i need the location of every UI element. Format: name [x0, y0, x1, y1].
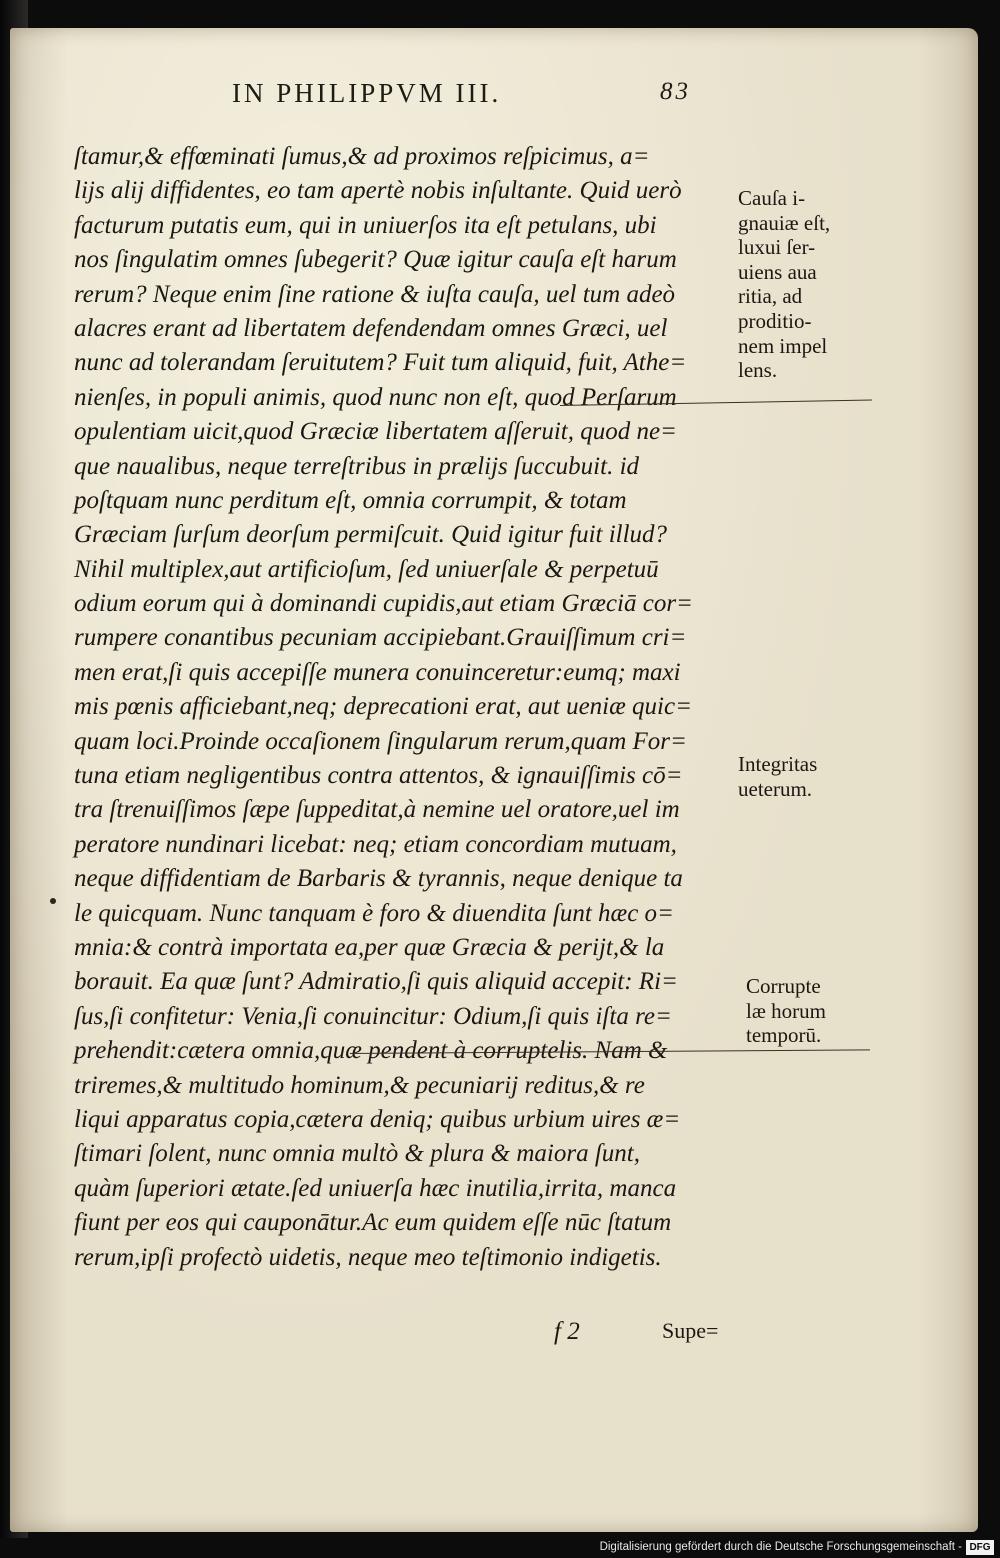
text-line: peratore nundinari licebat: neq; etiam concordiam mutuam, [74, 830, 677, 858]
text-line: quàm ſuperiori ætate.ſed uniuerſa hæc inutilia,irrita, manca [74, 1174, 677, 1202]
text-line: mnia:& contrà importata ea,per quæ Græcia & perijt,& la [74, 933, 665, 961]
margin-note-line: Cauſa i- [738, 186, 806, 210]
text-line: liqui apparatus copia,cætera deniq; quibus urbium uires æ= [74, 1105, 681, 1133]
margin-note-line: læ horum [746, 998, 826, 1023]
text-line: ſtimari ſolent, nunc omnia multò & plura & maiora ſunt, [74, 1140, 640, 1168]
margin-note-line: Integritas [738, 752, 818, 776]
text-line: triremes,& multitudo hominum,& pecuniarij reditus,& re [74, 1071, 645, 1099]
text-line: prehendit:cætera omnia,quæ pendent à corruptelis. Nam & [74, 1037, 668, 1065]
text-line: nunc ad tolerandam ſeruitutem? Fuit tum aliquid, fuit, Athe= [74, 349, 687, 377]
text-line: ſtamur,& effœminati ſumus,& ad proximos reſpicimus, a= [74, 143, 650, 170]
margin-note-line: lens. [738, 358, 778, 383]
margin-note-line: uiens aua [738, 259, 817, 284]
margin-note-line: gnauiæ eſt, [738, 210, 831, 235]
text-line: que naualibus, neque terreſtribus in prælijs ſuccubuit. id [74, 452, 640, 480]
margin-note-line: Corrupte [746, 974, 821, 998]
ink-dot [50, 898, 56, 904]
body-text [74, 140, 734, 1275]
catchword: Supe= [662, 1318, 719, 1343]
page-number: 83 [660, 78, 691, 105]
running-head-title: IN PHILIPPVM III. [232, 78, 502, 108]
margin-note-line: luxui ſer- [738, 235, 816, 260]
text-line: rerum? Neque enim ſine ratione & iuſta cauſa, uel tum adeò [74, 280, 676, 308]
text-line: ſus,ſi confitetur: Venia,ſi conuincitur: Odium,ſi quis iſta re= [74, 1002, 672, 1030]
text-line: borauit. Ea quæ ſunt? Admiratio,ſi quis aliquid accepit: Ri= [74, 968, 678, 996]
text-line: poſtquam nunc perditum eſt, omnia corrumpit, & totam [74, 486, 627, 514]
margin-note-line: nem impel [738, 333, 828, 358]
running-head [210, 78, 730, 118]
page-foot [74, 1318, 734, 1358]
signature-mark: f 2 [554, 1318, 580, 1345]
margin-note-integrity [738, 752, 817, 801]
text-line: nos ſingulatim omnes ſubegerit? Quæ igitur cauſa eſt harum [74, 246, 677, 274]
text-line: lijs alij diffidentes, eo tam apertè nobis inſultante. Quid uerò [74, 177, 682, 205]
text-line: le quicquam. Nunc tanquam è foro & diuendita ſunt hæc o= [74, 899, 674, 927]
text-line: quam loci.Proinde occaſionem ſingularum rerum,quam For= [74, 727, 687, 755]
dfg-logo: DFG [966, 1540, 994, 1555]
text-line: facturum putatis eum, qui in uniuerſos ita eſt petulans, ubi [74, 211, 657, 239]
text-line: mis pœnis afficiebant,neq; deprecationi erat, aut ueniæ quic= [74, 693, 692, 721]
text-line: tuna etiam negligentibus contra attentos, & ignauiſſimis cō= [74, 762, 683, 790]
text-line: opulentiam uicit,quod Græciæ libertatem aſſeruit, quod ne= [74, 418, 677, 446]
margin-note-corruption [746, 974, 826, 1048]
text-line: fiunt per eos qui cauponātur.Ac eum quidem eſſe nūc ſtatum [74, 1209, 672, 1237]
text-line: men erat,ſi quis accepiſſe munera conuinceretur:eumq; maxi [74, 658, 681, 686]
text-line: odium eorum qui à dominandi cupidis,aut etiam Græciā cor= [74, 590, 693, 618]
text-line: nienſes, in populi animis, quod nunc non eſt, quod Perſarum [74, 383, 677, 411]
text-line: alacres erant ad libertatem defendendam omnes Græci, uel [74, 314, 668, 342]
margin-note-cause [738, 186, 830, 383]
text-line: rumpere conantibus pecuniam accipiebant.Grauiſſimum cri= [74, 624, 687, 652]
text-line: tra ſtrenuiſſimos ſæpe ſuppeditat,à nemine uel oratore,uel im [74, 796, 680, 824]
text-line: Græciam ſurſum deorſum permiſcuit. Quid igitur fuit illud? [74, 521, 668, 549]
margin-note-line: proditio- [738, 308, 812, 333]
margin-note-line: temporū. [746, 1023, 822, 1048]
margin-note-line: ritia, ad [738, 284, 803, 309]
margin-note-line: ueterum. [738, 776, 813, 801]
footer-credit: Digitalisierung gefördert durch die Deutsche Forschungsgemeinschaft - [599, 1541, 962, 1553]
text-line: neque diffidentiam de Barbaris & tyrannis, neque denique ta [74, 865, 683, 893]
text-line: rerum,ipſi profectò uidetis, neque meo teſtimonio indigetis. [74, 1243, 662, 1271]
text-line: Nihil multiplex,aut artificioſum, ſed uniuerſale & perpetuū [74, 555, 659, 583]
footer-bar [0, 1538, 1000, 1558]
